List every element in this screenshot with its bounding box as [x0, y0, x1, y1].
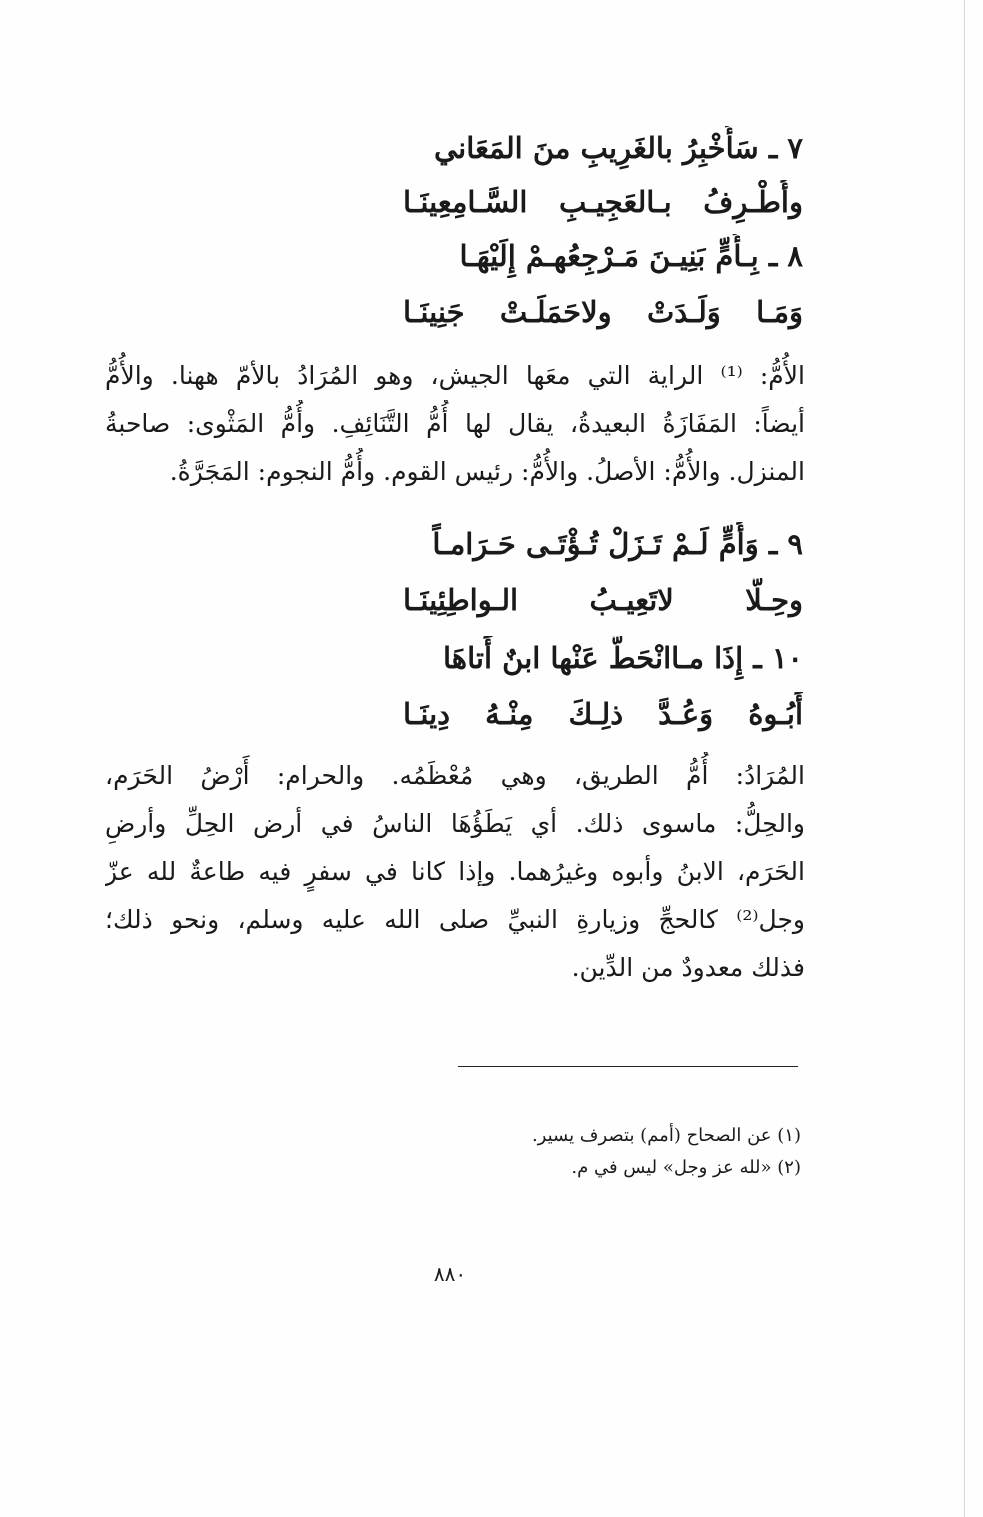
commentary-umm — [105, 352, 805, 496]
commentary-line: والحِلُّ: ماسوى ذلك. أي يَطَؤُهَا الناسُ في أرض الحِلِّ وأرضِ — [105, 809, 805, 838]
page-number: ٨٨٠ — [433, 1262, 467, 1286]
footnote-separator — [458, 1066, 798, 1067]
verse-8-second-hemistich: وَمَـا وَلَـدَتْ ولاحَمَلَـتْ جَنِينَـا — [403, 295, 803, 329]
commentary-line: الأُمُّ: ⁽¹⁾ الراية التي معَها الجيش، وهو المُرَادُ بالأمّ ههنا. والأُمُّ — [105, 361, 805, 390]
commentary-line: فذلك معدودٌ من الدِّين. — [571, 953, 805, 982]
scan-edge-line — [964, 0, 965, 1517]
verse-7-second-hemistich: وأُطْـرِفُ بـالعَجِيـبِ السَّـامِعِينَـا — [403, 185, 803, 219]
commentary-line: الحَرَم، الابنُ وأبوه وغيرُهما. وإذا كانا في سفرٍ فيه طاعةٌ لله عزّ — [105, 857, 805, 886]
commentary-line: المنزل. والأُمُّ: الأصلُ. والأُمُّ: رئيس القوم. وأُمُّ النجوم: المَجَرَّةُ. — [169, 457, 805, 486]
verse-7-first-hemistich: ٧ ـ سَأُخْبِرُ بالغَرِيبِ منَ المَعَاني — [434, 131, 803, 165]
commentary-line: المُرَادُ: أُمُّ الطريق، وهي مُعْظَمُه. والحرام: أَرْضُ الحَرَم، — [105, 761, 805, 790]
footnotes — [201, 1120, 801, 1184]
commentary-murad — [105, 752, 805, 992]
commentary-line: وجل⁽²⁾ كالحجِّ وزيارةِ النبيِّ صلى الله عليه وسلم، ونحو ذلك؛ — [105, 905, 805, 934]
verse-10-first-hemistich: ١٠ ـ إِذَا مـاانْحَطَّ عَنْها ابنٌ أَتاهَا — [442, 641, 803, 675]
footnote-1: (١) عن الصحاح (أمم) بتصرف يسير. — [531, 1125, 801, 1146]
verse-9-first-hemistich: ٩ ـ وَأُمٍّ لَـمْ تَـزَلْ تُـؤْتَـى حَـرَامـاً — [432, 527, 803, 561]
commentary-line: أيضاً: المَفَازَةُ البعيدةُ، يقال لها أُمُّ التَّنَائِفِ. وأُمُّ المَثْوى: صاحبةُ — [105, 409, 805, 438]
verse-9-second-hemistich: وحِـلًّا لاتَعِيـبُ الـواطِئِينَـا — [403, 583, 803, 617]
verse-8-first-hemistich: ٨ ـ بِـأُمٍّ بَنِيـنَ مَـرْجِعُهـمْ إِلَيْهَـا — [459, 239, 803, 273]
verse-10-second-hemistich: أَبُـوهُ وَعُـدَّ ذلِـكَ مِنْـهُ دِينَـا — [403, 697, 803, 731]
footnote-2: (٢) «لله عز وجل» ليس في م. — [571, 1157, 801, 1178]
